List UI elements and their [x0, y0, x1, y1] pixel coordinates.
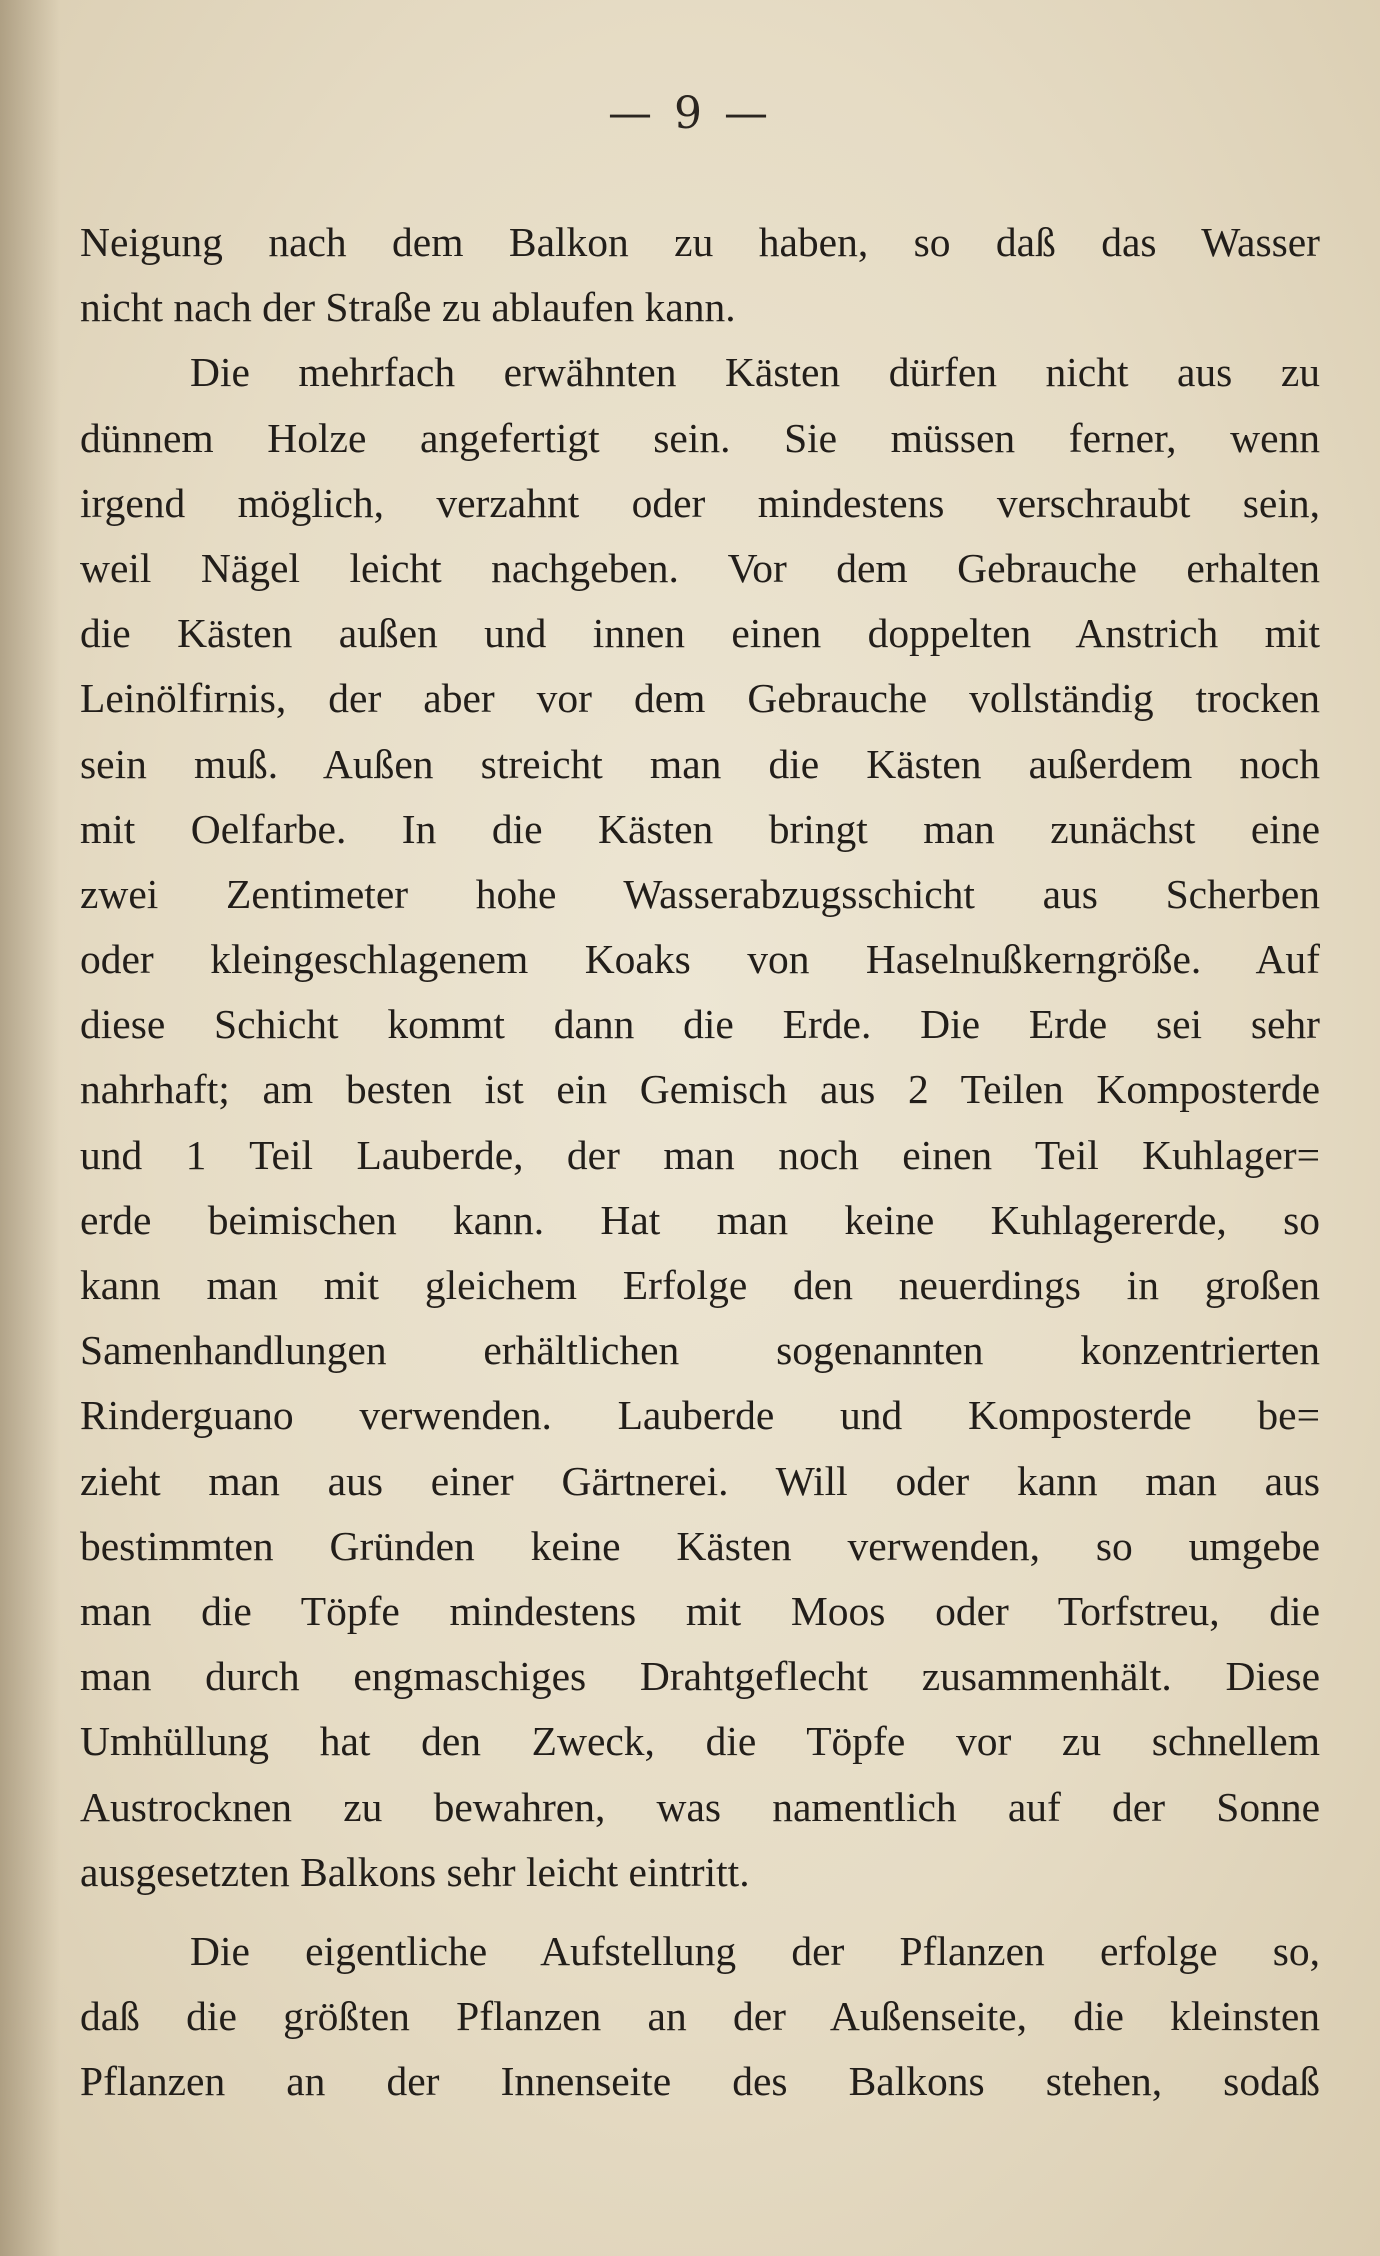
text-line: diese Schicht kommt dann die Erde. Die Erde sei sehr	[80, 1001, 1320, 1048]
text-line: Rinderguano verwenden. Lauberde und Komposterde be=	[80, 1392, 1320, 1439]
text-line: die Kästen außen und innen einen doppelten Anstrich mit	[80, 610, 1320, 657]
text-line: zieht man aus einer Gärtnerei. Will oder kann man aus	[80, 1457, 1320, 1504]
text-line: man durch engmaschiges Drahtgeflecht zusammenhält. Diese	[80, 1653, 1320, 1700]
text-line: Neigung nach dem Balkon zu haben, so daß das Wasser	[80, 219, 1320, 265]
text-line: Die eigentliche Aufstellung der Pflanzen erfolge so,	[190, 1927, 1320, 1974]
text-line: ausgesetzten Balkons sehr leicht eintritt.	[80, 1848, 750, 1895]
text-line: irgend möglich, verzahnt oder mindestens verschraubt sein,	[80, 479, 1320, 526]
text-line: dünnem Holze angefertigt sein. Sie müssen ferner, wenn	[80, 414, 1320, 461]
text-line: weil Nägel leicht nachgeben. Vor dem Gebrauche erhalten	[80, 544, 1320, 591]
text-line: sein muß. Außen streicht man die Kästen außerdem noch	[80, 740, 1320, 787]
text-line: kann man mit gleichem Erfolge den neuerdings in großen	[80, 1262, 1320, 1308]
text-line: bestimmten Gründen keine Kästen verwenden, so umgebe	[80, 1522, 1320, 1569]
text-line: Austrocknen zu bewahren, was namentlich auf der Sonne	[80, 1783, 1320, 1830]
text-line: nahrhaft; am besten ist ein Gemisch aus 2 Teilen Komposterde	[80, 1066, 1320, 1113]
text-line: Umhüllung hat den Zweck, die Töpfe vor zu schnellem	[80, 1718, 1320, 1765]
text-line: Die mehrfach erwähnten Kästen dürfen nicht aus zu	[190, 349, 1320, 396]
text-line: Samenhandlungen erhältlichen sogenannten konzentrierten	[80, 1327, 1320, 1374]
body-text	[80, 210, 1320, 2114]
text-line: zwei Zentimeter hohe Wasserabzugsschicht aus Scherben	[80, 870, 1320, 917]
text-line: mit Oelfarbe. In die Kästen bringt man zunächst eine	[80, 805, 1320, 852]
text-line: oder kleingeschlagenem Koaks von Haselnußkerngröße. Auf	[80, 936, 1320, 983]
text-line: Pflanzen an der Innenseite des Balkons stehen, sodaß	[80, 2058, 1320, 2105]
page-edge-shadow	[0, 0, 60, 2256]
paragraph-gap	[80, 1905, 1320, 1919]
text-line: erde beimischen kann. Hat man keine Kuhlagererde, so	[80, 1196, 1320, 1243]
text-line: man die Töpfe mindestens mit Moos oder Torfstreu, die	[80, 1587, 1320, 1634]
text-line: und 1 Teil Lauberde, der man noch einen Teil Kuhlager=	[80, 1131, 1320, 1178]
text-line: Leinölfirnis, der aber vor dem Gebrauche vollständig trocken	[80, 675, 1320, 722]
text-line: nicht nach der Straße zu ablaufen kann.	[80, 284, 736, 331]
page-number: — 9 —	[608, 88, 772, 139]
text-line: daß die größten Pflanzen an der Außenseite, die kleinsten	[80, 1993, 1320, 2040]
